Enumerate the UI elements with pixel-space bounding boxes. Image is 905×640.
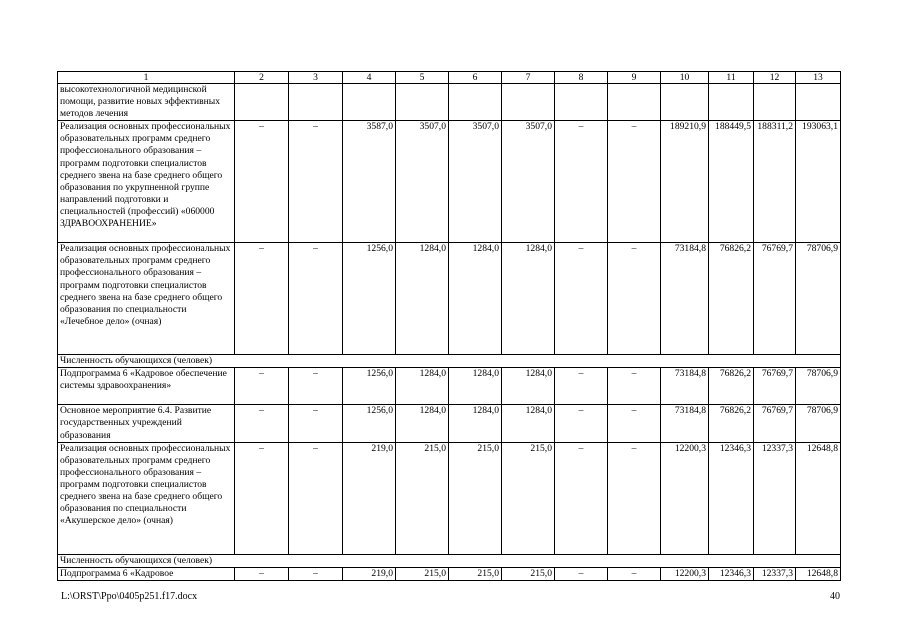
table-cell: 12200,3: [661, 567, 709, 580]
table-cell: 1284,0: [502, 368, 555, 405]
table-cell: 188449,5: [709, 121, 754, 243]
table-cell: 1256,0: [343, 405, 396, 442]
table-cell: 189210,9: [661, 121, 709, 243]
table-row: [58, 442, 841, 554]
table-cell: 1284,0: [396, 368, 449, 405]
column-header: 11: [709, 72, 754, 84]
table-cell: 12346,3: [709, 442, 754, 554]
table-row: [58, 243, 841, 355]
table-row: [58, 121, 841, 243]
table-cell: 76769,7: [754, 368, 796, 405]
table-cell: 12337,3: [754, 567, 796, 580]
table-cell: –: [555, 405, 608, 442]
table-cell: 3507,0: [449, 121, 502, 243]
table-cell: [796, 84, 841, 121]
table-row: [58, 405, 841, 442]
table-cell: –: [289, 567, 343, 580]
table-cell: –: [608, 368, 661, 405]
table-cell: 1256,0: [343, 368, 396, 405]
table-cell: [754, 84, 796, 121]
table-cell: –: [289, 442, 343, 554]
table-cell: 215,0: [502, 442, 555, 554]
table-cell: 215,0: [396, 567, 449, 580]
table-cell: –: [555, 243, 608, 355]
table-cell: [289, 84, 343, 121]
table-cell: 1284,0: [396, 243, 449, 355]
table-cell: –: [289, 368, 343, 405]
table-cell: 12200,3: [661, 442, 709, 554]
table-cell: [608, 84, 661, 121]
table-cell: 219,0: [343, 442, 396, 554]
table-cell: –: [289, 243, 343, 355]
table-cell: –: [555, 442, 608, 554]
table-cell: 12337,3: [754, 442, 796, 554]
table-cell: –: [608, 243, 661, 355]
table-cell: 215,0: [449, 442, 502, 554]
table-cell: 78706,9: [796, 405, 841, 442]
column-header: 12: [754, 72, 796, 84]
table-row: [58, 84, 841, 121]
table-cell: [235, 84, 289, 121]
column-header: 10: [661, 72, 709, 84]
table-cell: 3507,0: [502, 121, 555, 243]
table-cell: –: [235, 405, 289, 442]
row-name: Реализация основных профессиональных образовательных программ среднего профессионального образования – программ подготовки специалистов среднего звена на базе среднего общего образования по укрупненной группе направлений подготовки и специальностей (профессий) «060000 ЗДРАВООХРАНЕНИЕ»: [58, 121, 235, 243]
table-cell: [502, 84, 555, 121]
column-header: 8: [555, 72, 608, 84]
data-table: [57, 71, 841, 581]
column-header: 3: [289, 72, 343, 84]
table-cell: [709, 84, 754, 121]
table-cell: 215,0: [396, 442, 449, 554]
table-cell: [343, 84, 396, 121]
column-header: 9: [608, 72, 661, 84]
table-row: [58, 567, 841, 580]
column-header: 7: [502, 72, 555, 84]
table-cell: [396, 84, 449, 121]
row-name: Подпрограмма 6 «Кадровое: [58, 567, 235, 580]
table-cell: –: [608, 442, 661, 554]
section-label: Численность обучающихся (человек): [58, 554, 841, 567]
column-header: 4: [343, 72, 396, 84]
table-cell: –: [235, 368, 289, 405]
table-cell: 193063,1: [796, 121, 841, 243]
header-row: [58, 72, 841, 84]
page-number: 40: [830, 591, 840, 602]
column-header: 13: [796, 72, 841, 84]
table-cell: –: [235, 442, 289, 554]
column-header: 5: [396, 72, 449, 84]
file-path: L:\ORST\Ppo\0405p251.f17.docx: [61, 591, 198, 602]
table-cell: 1284,0: [502, 405, 555, 442]
row-name: Подпрограмма 6 «Кадровое обеспечение системы здравоохранения»: [58, 368, 235, 405]
table-cell: 73184,8: [661, 243, 709, 355]
table-cell: 73184,8: [661, 405, 709, 442]
row-name: Основное мероприятие 6.4. Развитие государственных учреждений образования: [58, 405, 235, 442]
table-cell: 215,0: [502, 567, 555, 580]
table-cell: 73184,8: [661, 368, 709, 405]
table-cell: 76769,7: [754, 243, 796, 355]
table-cell: 1284,0: [396, 405, 449, 442]
table-cell: 3507,0: [396, 121, 449, 243]
table-cell: 76826,2: [709, 405, 754, 442]
table-cell: 12346,3: [709, 567, 754, 580]
table-cell: 1284,0: [449, 243, 502, 355]
table-cell: –: [289, 121, 343, 243]
table-row: [58, 368, 841, 405]
table-cell: –: [555, 121, 608, 243]
table-cell: 12648,8: [796, 567, 841, 580]
table-cell: 12648,8: [796, 442, 841, 554]
column-header: 2: [235, 72, 289, 84]
row-name: Реализация основных профессиональных образовательных программ среднего профессионального образования – программ подготовки специалистов среднего звена на базе среднего общего образования по специальности «Лечебное дело» (очная): [58, 243, 235, 355]
section-row: [58, 554, 841, 567]
row-name: Реализация основных профессиональных образовательных программ среднего профессионального образования – программ подготовки специалистов среднего звена на базе среднего общего образования по специальности «Акушерское дело» (очная): [58, 442, 235, 554]
table-cell: [661, 84, 709, 121]
table-cell: 219,0: [343, 567, 396, 580]
table-cell: [449, 84, 502, 121]
table-cell: [555, 84, 608, 121]
table-cell: 1256,0: [343, 243, 396, 355]
table-cell: 215,0: [449, 567, 502, 580]
table-cell: –: [608, 405, 661, 442]
table-cell: 78706,9: [796, 368, 841, 405]
section-label: Численность обучающихся (человек): [58, 355, 841, 368]
table-cell: 78706,9: [796, 243, 841, 355]
column-header: 1: [58, 72, 235, 84]
table-body: [58, 72, 841, 581]
table-cell: 188311,2: [754, 121, 796, 243]
table-cell: 3587,0: [343, 121, 396, 243]
table-cell: –: [235, 121, 289, 243]
table-cell: 1284,0: [449, 368, 502, 405]
table-cell: –: [235, 567, 289, 580]
column-header: 6: [449, 72, 502, 84]
table-cell: 1284,0: [449, 405, 502, 442]
table-cell: 76769,7: [754, 405, 796, 442]
table-cell: 76826,2: [709, 243, 754, 355]
table-cell: 76826,2: [709, 368, 754, 405]
table-cell: –: [289, 405, 343, 442]
table-cell: –: [608, 121, 661, 243]
table-cell: –: [235, 243, 289, 355]
table-cell: –: [555, 567, 608, 580]
table-cell: 1284,0: [502, 243, 555, 355]
table-cell: –: [608, 567, 661, 580]
table-cell: –: [555, 368, 608, 405]
row-name: высокотехнологичной медицинской помощи, развитие новых эффективных методов лечения: [58, 84, 235, 121]
section-row: [58, 355, 841, 368]
